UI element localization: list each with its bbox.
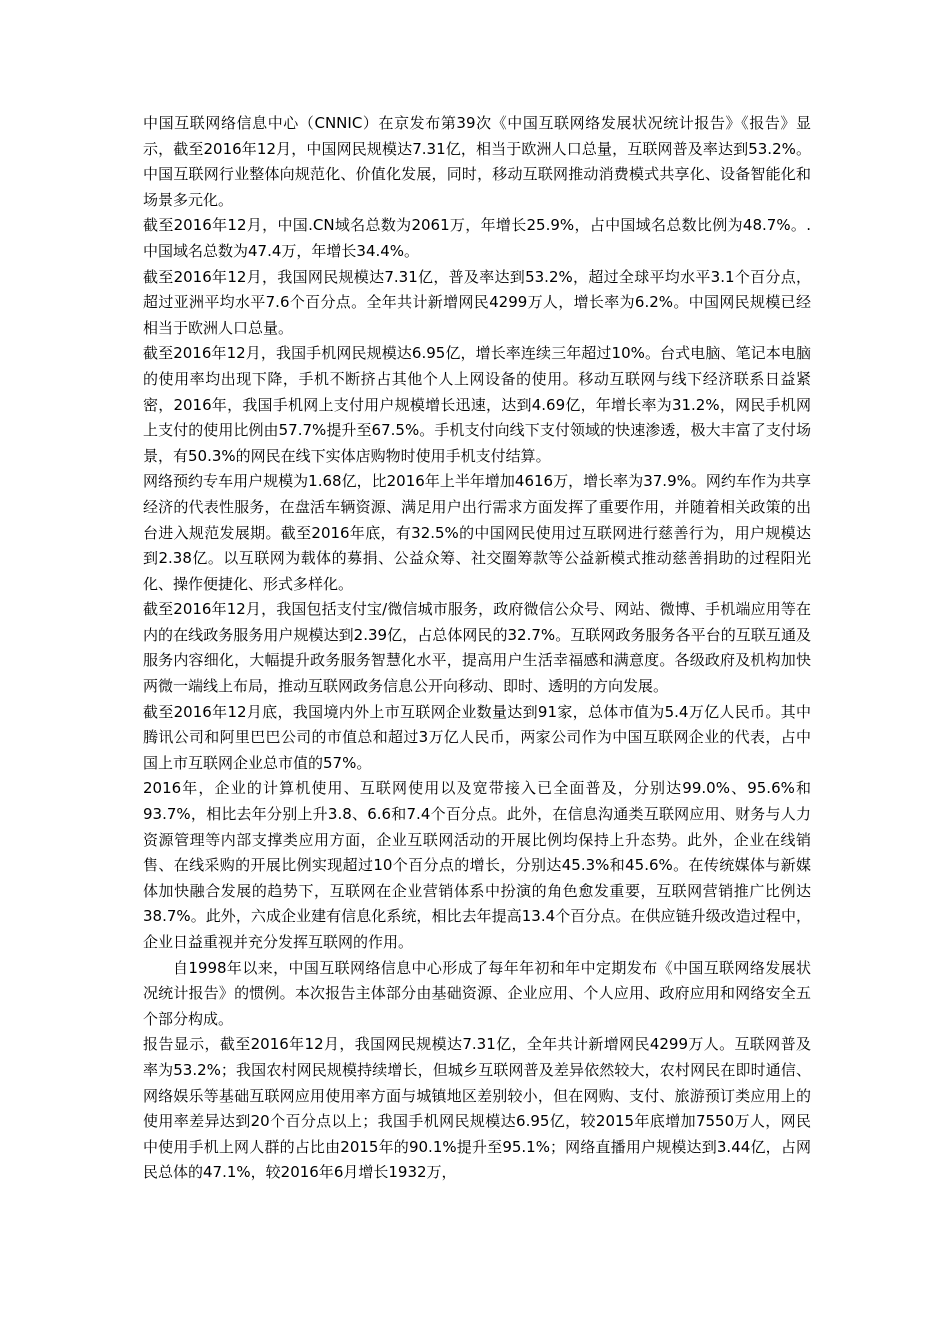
paragraph-listed-companies: 截至2016年12月底，我国境内外上市互联网企业数量达到91家，总体市值为5.4万亿人民币。其中腾讯公司和阿里巴巴公司的市值总和超过3万亿人民币，两家公司作为中国互联网企业的代表，占中国上市互联网企业总市值的57%。 <box>143 702 811 772</box>
document-body <box>143 111 811 1186</box>
paragraph-report-history: 自1998年以来，中国互联网络信息中心形成了每年年初和年中定期发布《中国互联网络发展状况统计报告》的惯例。本次报告主体部分由基础资源、企业应用、个人应用、政府应用和网络安全五个部分构成。 <box>143 958 811 1028</box>
paragraph-ride-hailing: 网络预约专车用户规模为1.68亿，比2016年上半年增加4616万，增长率为37.9%。网约车作为共享经济的代表性服务，在盘活车辆资源、满足用户出行需求方面发挥了重要作用，并随着相关政策的出台进入规范发展期。截至2016年底，有32.5%的中国网民使用过互联网进行慈善行为，用户规模达到2.38亿。以互联网为载体的募捐、公益众筹、社交圈筹款等公益新模式推动慈善捐助的过程阳光化、操作便捷化、形式多样化。 <box>143 472 811 593</box>
paragraph-mobile-netizens: 截至2016年12月，我国手机网民规模达6.95亿，增长率连续三年超过10%。台式电脑、笔记本电脑的使用率均出现下降，手机不断挤占其他个人上网设备的使用。移动互联网与线下经济联系日益紧密，2016年，我国手机网上支付用户规模增长迅速，达到4.69亿，年增长率为31.2%，网民手机网上支付的使用比例由57.7%提升至67.5%。手机支付向线下支付领域的快速渗透，极大丰富了支付场景，有50.3%的网民在线下实体店购物时使用手机支付结算。 <box>143 344 811 465</box>
paragraph-enterprise-usage: 2016年，企业的计算机使用、互联网使用以及宽带接入已全面普及，分别达99.0%、95.6%和93.7%，相比去年分别上升3.8、6.6和7.4个百分点。此外，在信息沟通类互联网应用、财务与人力资源管理等内部支撑类应用方面，企业互联网活动的开展比例均保持上升态势。此外，企业在线销售、在线采购的开展比例实现超过10个百分点的增长，分别达45.3%和45.6%。在传统媒体与新媒体加快融合发展的趋势下，互联网在企业营销体系中扮演的角色愈发重要，互联网营销推广比例达38.7%。此外，六成企业建有信息化系统，相比去年提高13.4个百分点。在供应链升级改造过程中，企业日益重视并充分发挥互联网的作用。 <box>143 779 811 951</box>
paragraph-e-government: 截至2016年12月，我国包括支付宝/微信城市服务，政府微信公众号、网站、微博、手机端应用等在内的在线政务服务用户规模达到2.39亿，占总体网民的32.7%。互联网政务服务各平台的互联互通及服务内容细化，大幅提升政务服务智慧化水平，提高用户生活幸福感和满意度。各级政府及机构加快两微一端线上布局，推动互联网政务信息公开向移动、即时、透明的方向发展。 <box>143 600 811 696</box>
paragraph-cn-domain: 截至2016年12月，中国.CN域名总数为2061万，年增长25.9%，占中国域名总数比例为48.7%。.中国域名总数为47.4万，年增长34.4%。 <box>143 216 811 260</box>
paragraph-cnnic-report: 中国互联网络信息中心（CNNIC）在京发布第39次《中国互联网络发展状况统计报告》《报告》显示，截至2016年12月，中国网民规模达7.31亿，相当于欧洲人口总量，互联网普及率达到53.2%。中国互联网行业整体向规范化、价值化发展，同时，移动互联网推动消费模式共享化、设备智能化和场景多元化。 <box>143 114 811 209</box>
paragraph-netizen-scale: 截至2016年12月，我国网民规模达7.31亿，普及率达到53.2%，超过全球平均水平3.1个百分点，超过亚洲平均水平7.6个百分点。全年共计新增网民4299万人，增长率为6.2%。中国网民规模已经相当于欧洲人口总量。 <box>143 267 811 337</box>
paragraph-report-summary: 报告显示，截至2016年12月，我国网民规模达7.31亿，全年共计新增网民4299万人。互联网普及率为53.2%；我国农村网民规模持续增长，但城乡互联网普及差异依然较大，农村网民在即时通信、网络娱乐等基础互联网应用使用率方面与城镇地区差别较小，但在网购、支付、旅游预订类应用上的使用率差异达到20个百分点以上；我国手机网民规模达6.95亿，较2015年底增加7550万人，网民中使用手机上网人群的占比由2015年的90.1%提升至95.1%；网络直播用户规模达到3.44亿，占网民总体的47.1%，较2016年6月增长1932万， <box>143 1035 811 1182</box>
